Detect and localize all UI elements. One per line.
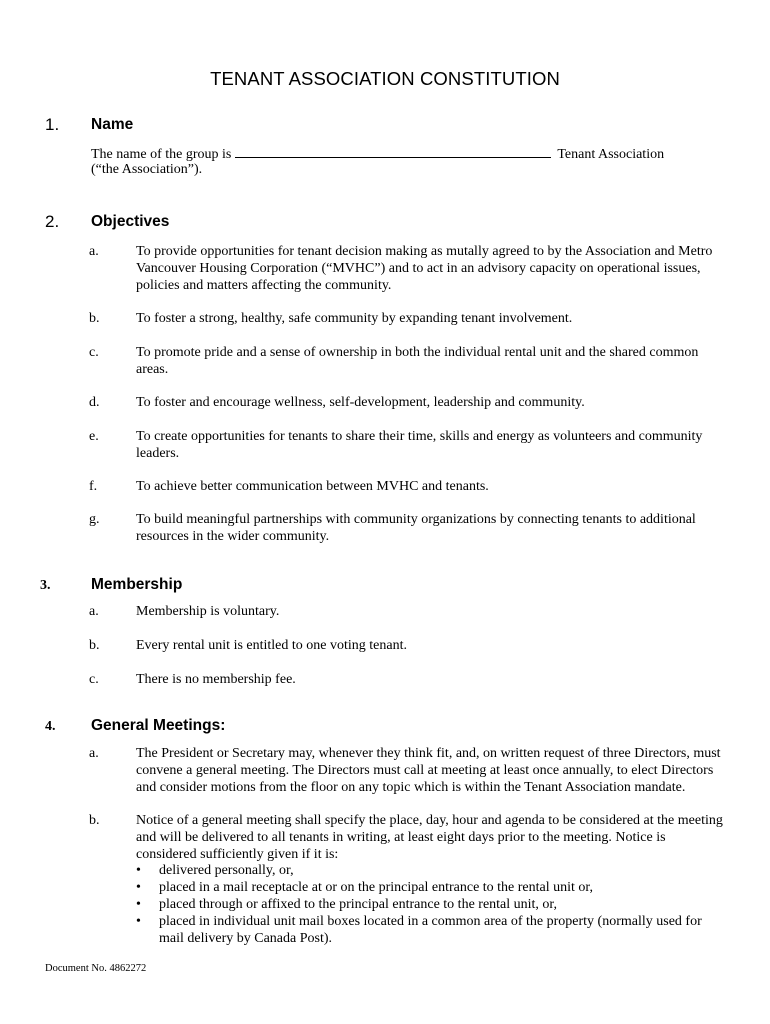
item-text-line: To achieve better communication between MVHC and tenants. xyxy=(136,479,489,494)
item-letter: c. xyxy=(89,672,99,687)
section-1-heading: Name xyxy=(91,116,134,133)
section-4-number: 4. xyxy=(45,719,56,734)
section-2-heading: Objectives xyxy=(91,213,170,230)
item-text-line: Every rental unit is entitled to one voting tenant. xyxy=(136,638,407,653)
item-text-line: To foster a strong, healthy, safe community by expanding tenant involvement. xyxy=(136,311,573,326)
item-letter: a. xyxy=(89,244,99,259)
item-text xyxy=(136,604,736,621)
item-letter: a. xyxy=(89,604,99,619)
item-text xyxy=(136,746,736,796)
document-number: Document No. 4862272 xyxy=(45,963,147,974)
item-text-line: To build meaningful partnerships with community organizations by connecting tenants to additional xyxy=(136,512,696,527)
item-letter: f. xyxy=(89,479,98,494)
item-text-line: and will be delivered to all tenants in writing, at least eight days prior to the meeting. Notice is xyxy=(136,829,666,845)
item-letter: b. xyxy=(89,311,100,326)
item-text xyxy=(136,638,736,655)
bullet-text-line: mail delivery by Canada Post). xyxy=(159,930,333,946)
item-text-line: considered sufficiently given if it is: xyxy=(136,846,339,862)
section-1-number: 1. xyxy=(45,115,60,134)
item-letter: c. xyxy=(89,345,99,360)
item-text xyxy=(136,345,736,379)
bullet-text-line: delivered personally, or, xyxy=(159,863,294,879)
bullet-dot-icon: • xyxy=(136,863,141,879)
item-text-line: The President or Secretary may, whenever they think fit, and, on written request of three Directors, must xyxy=(136,746,721,761)
bullet-item xyxy=(136,897,736,914)
bullet-dot-icon: • xyxy=(136,880,141,896)
association-definition: (“the Association”). xyxy=(91,162,203,177)
bullet-dot-icon: • xyxy=(136,896,141,912)
bullet-item xyxy=(136,914,736,948)
item-text-line: To create opportunities for tenants to share their time, skills and energy as volunteers and community xyxy=(136,429,703,444)
item-text-line: policies and matters affecting the community. xyxy=(136,277,392,293)
item-text-line: Vancouver Housing Corporation (“MVHC”) and to act in an advisory capacity on operational issues, xyxy=(136,260,701,276)
item-text-line: To foster and encourage wellness, self-development, leadership and community. xyxy=(136,395,585,410)
item-text-line: There is no membership fee. xyxy=(136,672,296,687)
item-text xyxy=(136,311,736,328)
item-letter: a. xyxy=(89,746,99,761)
item-text-line: Notice of a general meeting shall specify the place, day, hour and agenda to be considered at the meeting xyxy=(136,813,723,828)
item-letter: g. xyxy=(89,512,100,527)
item-text-line: leaders. xyxy=(136,445,180,461)
section-2-number: 2. xyxy=(45,212,60,231)
item-text xyxy=(136,244,736,294)
bullet-text-line: placed in a mail receptacle at or on the principal entrance to the rental unit or, xyxy=(159,880,594,896)
section-3-heading: Membership xyxy=(91,576,183,593)
item-text xyxy=(136,512,736,546)
bullet-text-line: placed through or affixed to the principal entrance to the rental unit, or, xyxy=(159,896,558,912)
item-text xyxy=(136,813,736,863)
item-text xyxy=(136,479,736,496)
item-text-line: Membership is voluntary. xyxy=(136,604,280,619)
bullet-dot-icon: • xyxy=(136,913,141,929)
group-name-line xyxy=(91,145,664,164)
item-text-line: To provide opportunities for tenant decision making as mutally agreed to by the Association and Metro xyxy=(136,244,713,259)
bullet-item xyxy=(136,880,736,897)
item-text xyxy=(136,429,736,463)
bullet-text-line: placed in individual unit mail boxes located in a common area of the property (normally used for xyxy=(159,913,702,929)
item-text-line: To promote pride and a sense of ownership in both the individual rental unit and the shared common xyxy=(136,345,699,360)
item-text-line: resources in the wider community. xyxy=(136,528,330,544)
item-letter: b. xyxy=(89,638,100,653)
document-title: TENANT ASSOCIATION CONSTITUTION xyxy=(210,68,560,89)
bullet-item xyxy=(136,863,736,880)
item-text xyxy=(136,672,736,689)
section-3-number: 3. xyxy=(40,578,51,593)
item-letter: e. xyxy=(89,429,99,444)
notice-methods-list xyxy=(136,863,736,947)
section-4-heading: General Meetings: xyxy=(91,717,226,734)
item-text-line: convene a general meeting. The Directors must call at meeting at least once annually, to elect Directors xyxy=(136,762,714,778)
item-letter: b. xyxy=(89,813,100,828)
item-text xyxy=(136,395,736,412)
group-name-blank xyxy=(235,145,551,158)
item-letter: d. xyxy=(89,395,100,410)
item-text-line: areas. xyxy=(136,361,169,377)
group-name-suffix: Tenant Association xyxy=(557,147,665,162)
group-name-prefix: The name of the group is xyxy=(91,147,232,162)
item-text-line: and consider motions from the floor on any topic which is within the Tenant Association mandate. xyxy=(136,779,686,795)
